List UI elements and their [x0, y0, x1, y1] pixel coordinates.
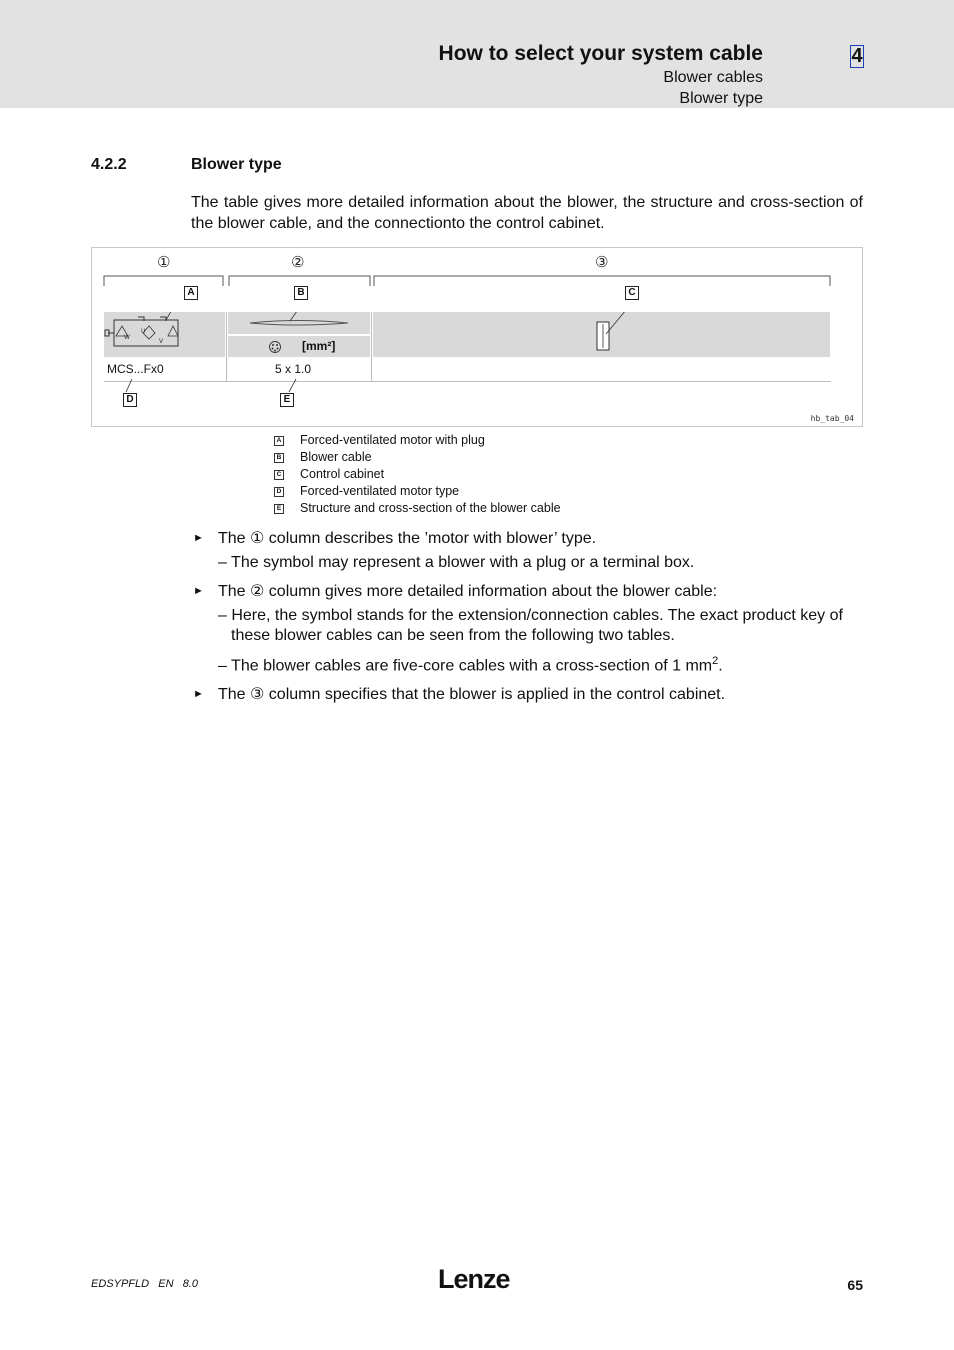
column-brackets — [92, 248, 862, 308]
column-divider-1 — [226, 312, 227, 382]
document-id: EDSYPFLD EN 8.0 — [91, 1278, 198, 1290]
superscript: 2 — [712, 655, 719, 667]
column-marker-2: ② — [291, 253, 305, 271]
legend-key-e: E — [274, 504, 284, 514]
callout-b: B — [294, 286, 308, 300]
callout-leaders-lower — [92, 376, 392, 396]
figure-id: hb_tab_04 — [810, 414, 854, 423]
bullet-text: The ③ column specifies that the blower is applied in the control cabinet. — [218, 686, 726, 704]
lenze-logo: Lenze — [438, 1264, 510, 1294]
blower-motor-icon — [104, 312, 225, 357]
legend-text: Control cabinet — [300, 467, 385, 481]
section-number: 4.2.2 — [91, 156, 127, 173]
callout-e: E — [280, 393, 294, 407]
breadcrumb-level-2: Blower type — [679, 90, 763, 107]
bullet-arrow-icon: ► — [193, 532, 204, 544]
sub-bullet-text: – Here, the symbol stands for the extension/connection cables. The exact product key of these blower cables can be seen from the following two tables. — [218, 607, 843, 644]
bullet-text: The ① column describes the ’motor with blower’ type. — [218, 530, 597, 547]
bullet-arrow-icon: ► — [193, 585, 204, 597]
blower-cable-icon — [228, 312, 370, 334]
cross-section-value: 5 x 1.0 — [275, 362, 312, 376]
legend-key-c: C — [274, 470, 284, 480]
legend-text: Forced-ventilated motor with plug — [300, 433, 485, 447]
legend-text: Structure and cross-section of the blower cable — [300, 501, 561, 515]
bullet-arrow-icon: ► — [193, 688, 204, 701]
bullet-list — [191, 528, 851, 709]
sub-bullet-end: . — [718, 657, 723, 675]
section-title: Blower type — [191, 156, 282, 173]
cross-section-header-cell — [228, 336, 370, 357]
bullet-text: The ② column gives more detailed information about the blower cable: — [218, 583, 718, 600]
motor-type-value: MCS...Fx0 — [107, 362, 164, 376]
callout-a: A — [184, 286, 198, 300]
sub-bullet-text: – The blower cables are five-core cables with a cross-section of 1 mm — [218, 657, 713, 675]
bullet-item — [191, 581, 851, 602]
column-marker-3: ③ — [595, 253, 609, 271]
legend-text: Forced-ventilated motor type — [300, 484, 460, 498]
cross-section-unit-label: [mm²] — [302, 339, 336, 353]
sub-bullet-item — [191, 651, 851, 676]
column-divider-2 — [371, 312, 372, 382]
legend-key-a: A — [274, 436, 284, 446]
legend-key-b: B — [274, 453, 284, 463]
intro-paragraph: The table gives more detailed information about the blower, the structure and cross-section of the blower cable, and the connectionto the control cabinet. — [191, 194, 863, 232]
terminal-v-label: V — [159, 338, 164, 345]
bullet-item — [191, 684, 851, 705]
terminal-u-label: U — [141, 328, 146, 335]
chapter-number-badge[interactable]: 4 — [851, 45, 863, 67]
callout-c: C — [625, 286, 639, 300]
legend-text: Blower cable — [300, 450, 372, 464]
page-number: 65 — [847, 1277, 863, 1293]
terminal-w-label: W — [124, 334, 130, 341]
page-title: How to select your system cable — [438, 42, 763, 65]
control-cabinet-icon — [592, 312, 642, 357]
callout-d: D — [123, 393, 137, 407]
sub-bullet-text: – The symbol may represent a blower with a plug or a terminal box. — [218, 554, 695, 571]
legend-key-d: D — [274, 487, 284, 497]
breadcrumb-level-1: Blower cables — [663, 69, 763, 86]
column-marker-1: ① — [157, 253, 171, 271]
cable-cross-section-icon — [268, 340, 282, 354]
blower-figure — [91, 247, 863, 427]
bullet-item — [191, 528, 851, 549]
